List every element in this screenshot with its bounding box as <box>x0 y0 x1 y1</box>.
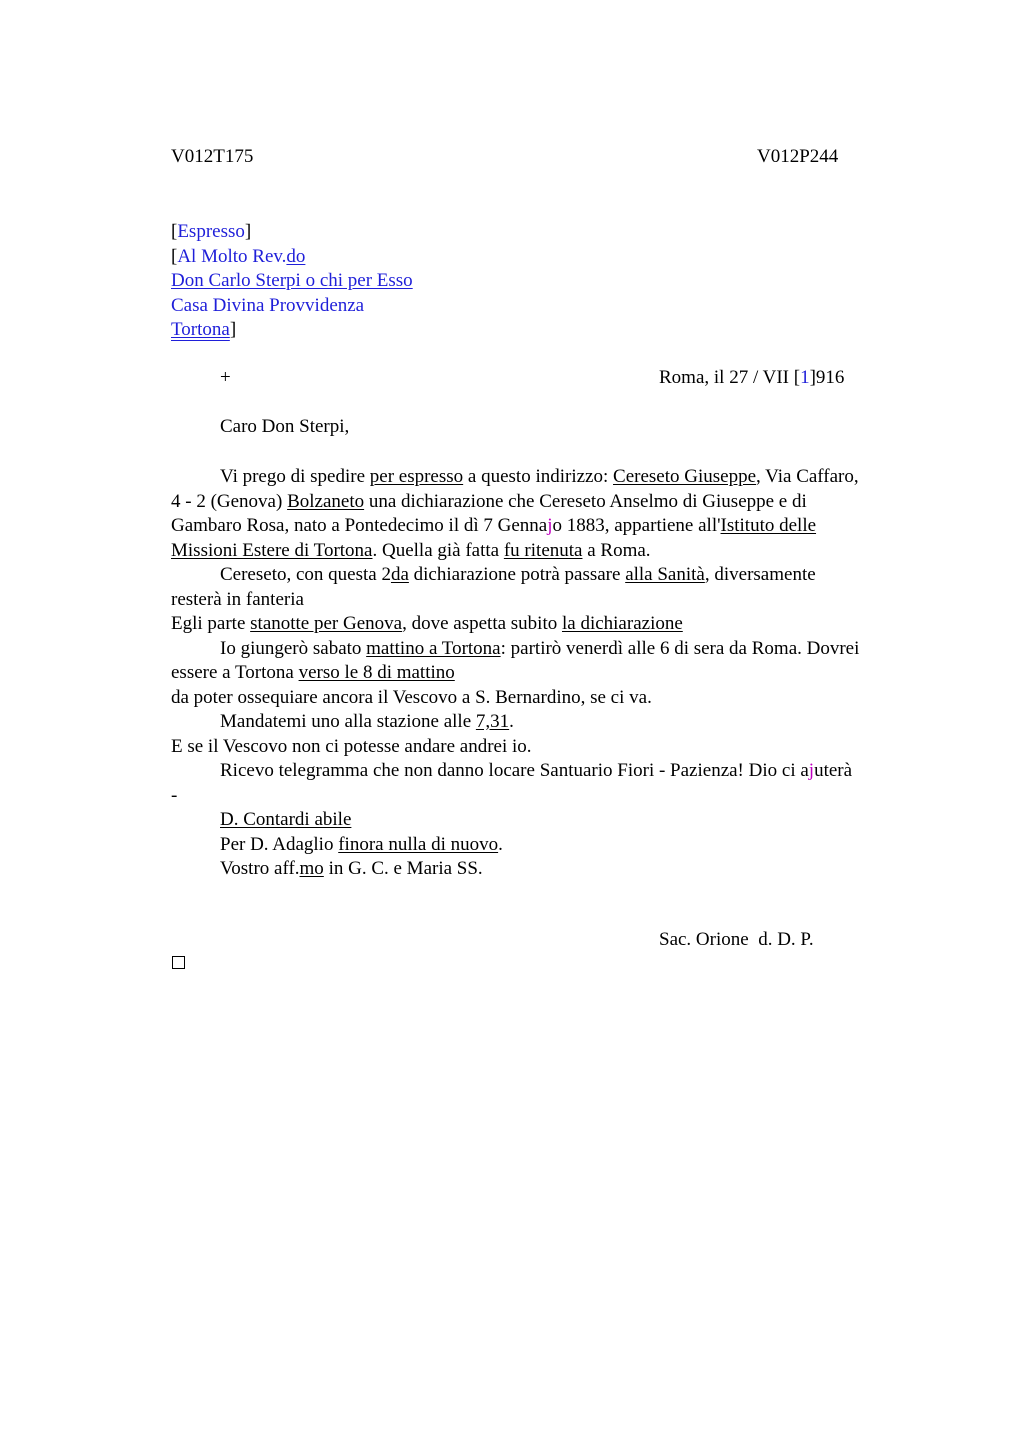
address-line-institution: Casa Divina Provvidenza <box>171 294 365 316</box>
cross-symbol: + <box>220 367 231 388</box>
paragraph-adaglio: Per D. Adaglio finora nulla di nuovo. <box>220 833 503 855</box>
address-line-espresso: [Espresso] <box>171 221 252 242</box>
signature: Sac. Orione d. D. P. <box>659 929 814 950</box>
paragraph-arrival: Io giungerò sabato mattino a Tortona: partirò venerdì alle 6 di sera da Roma. Dovrei essere a Tortona verso le 8 di mattino <box>171 637 860 683</box>
place-date: Roma, il 27 / VII [1]916 <box>659 367 845 388</box>
address-line-recipient-name: Don Carlo Sterpi o chi per Esso <box>171 270 413 291</box>
document-code-left: V012T175 <box>171 146 254 167</box>
paragraph-closing: Vostro aff.mo in G. C. e Maria SS. <box>220 858 483 879</box>
address-line-recipient-title: [Al Molto Rev.do <box>171 245 306 267</box>
salutation: Caro Don Sterpi, <box>220 416 350 437</box>
letter-body <box>171 465 861 882</box>
page-code-right: V012P244 <box>757 146 839 167</box>
paragraph-alternative: E se il Vescovo non ci potesse andare andrei io. <box>171 735 532 757</box>
end-of-document-square-icon <box>172 956 185 969</box>
paragraph-request: Vi prego di spedire per espresso a questo indirizzo: Cereseto Giuseppe, Via Caffaro, 4 - 2 (Genova) Bolzaneto una dichiarazione che Cereseto Anselmo di Giuseppe e di Gambaro Rosa, nato a Pontedecimo il dì 7 Gennajo 1883, appartiene all'Istituto delle Missioni Estere di Tortona. Quella già fatta fu ritenuta a Roma. <box>171 466 859 561</box>
paragraph-bishop: da poter ossequiare ancora il Vescovo a S. Bernardino, se ci va. <box>171 686 652 708</box>
address-line-city: Tortona] <box>171 319 237 340</box>
paragraph-departure: Egli parte stanotte per Genova, dove aspetta subito la dichiarazione <box>171 613 683 634</box>
paragraph-station: Mandatemi uno alla stazione alle 7,31. <box>220 711 514 732</box>
address-block <box>171 220 413 343</box>
paragraph-contardi: D. Contardi abile <box>220 809 352 830</box>
paragraph-telegram: Ricevo telegramma che non danno locare Santuario Fiori - Pazienza! Dio ci ajuterà - <box>171 760 853 806</box>
paragraph-declaration: Cereseto, con questa 2da dichiarazione potrà passare alla Sanità, diversamente resterà in fanteria <box>171 564 816 610</box>
